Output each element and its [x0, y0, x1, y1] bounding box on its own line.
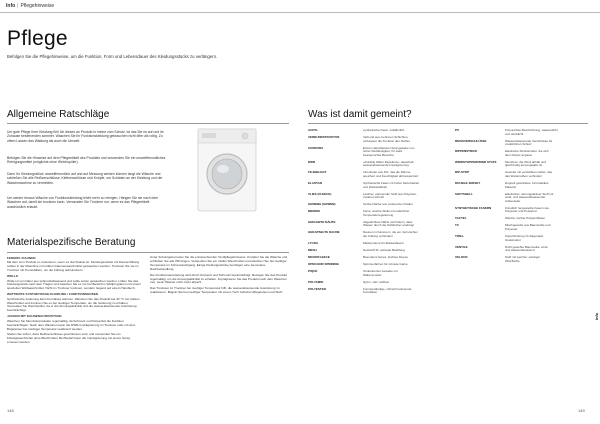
- glossary-definition: [505, 256, 589, 263]
- glossary-definition-line: Spinnverfahren für robuste Garne: [363, 263, 408, 266]
- page-title: Pflege: [7, 27, 68, 50]
- glossary-definition-line: Künstlich hergestellte Fasern wie: [505, 206, 550, 210]
- glossary-definition-line: Textile Fläche aus verkreuzten Fäden: [363, 203, 413, 207]
- glossary-definition-line: trocknet schnell: [363, 195, 384, 200]
- glossary-term: RIPPENSTRICK: [455, 149, 478, 154]
- glossary-definition: [363, 210, 447, 217]
- side-tab[interactable]: [593, 300, 600, 322]
- glossary-definition-line: wind- und wasserabweisender: [505, 195, 546, 200]
- glossary-term: GEKAPSELTE DAUNE: [308, 230, 340, 235]
- glossary-definition-line: »Durable Water Repellent«: dauerhaft: [363, 160, 414, 164]
- glossary-heading: Was ist damit gemeint?: [308, 109, 412, 120]
- glossary-definition-line: Wabenmuster: [363, 272, 382, 277]
- material-text: Wolle ist von Natur aus schmutzabweisend und sollte selten gewaschen werden. Lüften Sie das Kleidungsstück nach dem Tragen und waschen Sie es nur bei Bedarf im Wollprogramm mit einem speziellen Wollwaschmittel. Nicht im Trockner trocknen, sondern liegend auf einem Handtuch.: [7, 278, 141, 291]
- glossary-definition: [505, 182, 589, 189]
- glossary-term: SOFTSHELL: [455, 191, 473, 196]
- materials-heading: Materialspezifische Beratung: [7, 237, 136, 248]
- glossary-term: GEKLEBTE NÄHTE: [308, 219, 336, 224]
- glossary-definition-line: Markenname für Elastanfasern: [363, 242, 405, 245]
- glossary-definition-line: zusätzlichen Schutz: [505, 142, 532, 147]
- glossary-definition-line: Leichter, wärmender Stoff aus Polyester,: [363, 192, 417, 196]
- glossary-definition: [505, 207, 589, 214]
- glossary-definition: [363, 182, 447, 189]
- intro-text: Befolgen Sie die Pflegehinweise, um die Funktion, Form und Lebensdauer des Kleidungsstücks zu verlängern.: [7, 54, 218, 59]
- glossary-definition-line: Synthetische Faser mit hoher Dehnbarkeit: [363, 182, 420, 185]
- glossary-definition-line: gleichzeitig atmungsaktiv ist: [505, 163, 543, 168]
- glossary-definition: [363, 129, 447, 133]
- glossary-definition-line: speichert und Feuchtigkeit abtransportiert: [363, 173, 419, 178]
- glossary-definition-line: Stoff mit weicher, samtiger: [505, 256, 541, 260]
- material-text: Das Trocknen im Trockner bei niedriger Temperatur hilft, die wasserabweisende Ausrüstung zu reaktivieren. Bügeln Sie bei niedriger Temperatur mit einem Tuch zwischen Bügeleisen und Stoff.: [150, 286, 283, 295]
- glossary-definition: [505, 246, 589, 253]
- glossary-definition: [505, 193, 589, 204]
- glossary-definition-line: und winddicht: [505, 131, 524, 136]
- glossary-term: ELASTAN: [308, 181, 322, 185]
- glossary-definition: [505, 161, 589, 168]
- glossary-definition-line: Nylon, sehr reißfest: [363, 280, 390, 284]
- glossary-definition-line: Köperbindung mit diagonaler: [505, 235, 544, 238]
- glossary-definition-line: Temperaturregulierung: [363, 212, 394, 217]
- breadcrumb-page: Pflegehinweise: [20, 3, 55, 9]
- glossary-definition: [505, 235, 589, 242]
- materials-rule: [7, 252, 289, 253]
- glossary-definition: [505, 140, 589, 147]
- glossary-term: LYCRA: [308, 241, 319, 245]
- glossary-definition: [363, 242, 447, 246]
- glossary-definition: [363, 288, 447, 295]
- glossary-definition-line: Elastischer, atmungsaktiver Stoff mit: [505, 192, 554, 196]
- glossary-term: TWILL: [455, 234, 465, 238]
- glossary-term: WINDSTOPPER/WIND STUFF: [455, 159, 497, 164]
- glossary-definition-line: Kunstfaser: [363, 290, 378, 295]
- breadcrumb: [6, 3, 54, 9]
- glossary-term: GEWEBE (GEWEB): [308, 202, 336, 207]
- care-rule: [7, 123, 289, 124]
- care-heading: Allgemeine Ratschläge: [7, 109, 110, 120]
- care-paragraph: Dann Ihr Kleidungsstück umweltfreundlich auf und auf Messung werden können langt die Wäsche und schließen Sie alle Reißverschlüsse, Klettverschlüsse und Knöpfe, um Schäden an der Kleidung und der Waschmaschine zu vermeiden.: [7, 172, 163, 185]
- glossary-term: TACTEL: [455, 216, 467, 221]
- glossary-definition-line: Strukturiertes Gewebe mit: [363, 270, 398, 273]
- glossary-definition-line: Innenfutter aus Filz, das die Wärme: [363, 171, 411, 175]
- glossary-definition-line: wasserabweisende Imprägnierung: [363, 163, 409, 168]
- glossary-definition-line: synthetische Faser, wollähnlich: [363, 129, 405, 132]
- glossary-definition-line: das Weiterreißen verhindert: [505, 173, 542, 178]
- glossary-term: FILZBELEGT: [308, 170, 327, 175]
- washing-machine-image: [197, 128, 257, 212]
- glossary-definition: [363, 147, 447, 158]
- glossary-term: VENTILE: [455, 244, 468, 249]
- glossary-definition-line: hoher Reißfestigkeit, für stark: [363, 149, 403, 154]
- material-text: Mit dem zum Produkt zu reduzieren, wenn es durchnässt ist. Kleidungsstücke mit Daunenfüllung sollten in der Maschine mit mildem Daunenwaschmittel gewaschen werden. Trocknen Sie sie im Trockner mit Tennisbällen, um die Füllung aufzulockern.: [7, 260, 140, 273]
- glossary-definition-line: Netzstoff für optimale Belüftung: [363, 249, 405, 252]
- glossary-term: PU: [455, 128, 460, 132]
- glossary-term: POLYAMID: [308, 279, 324, 284]
- glossary-term: OPEN END SPINNING: [308, 262, 340, 266]
- glossary-definition-line: Abgedichtete Nähte verhindern, dass: [363, 220, 413, 224]
- glossary-term: DOUBLE JERSEY: [455, 181, 481, 185]
- glossary-term: REISSVERSCHLÜSSE: [455, 138, 487, 143]
- glossary-term: VERBUNDSTRUKTUR: [308, 135, 340, 139]
- breadcrumb-separator: |: [17, 3, 19, 9]
- glossary-definition: [363, 231, 447, 238]
- glossary-term: SYNTHETISCHE FASERN: [455, 205, 492, 210]
- glossary-definition-line: Material: [505, 184, 516, 189]
- material-subheading: JACKEN MIT DAUNENAUSRÜSTUNG: [7, 314, 62, 319]
- glossary-definition-line: Daunen in Kammern, die ein Verrutschen: [363, 231, 418, 235]
- glossary-term: MESH: [308, 248, 317, 252]
- glossary-term: ACRYL: [308, 128, 319, 132]
- glossary-definition-line: der Füllung verhindern: [363, 233, 394, 238]
- glossary-definition-line: Polyester und Polyamid: [505, 209, 537, 214]
- glossary-term: POLYESTER: [308, 286, 326, 291]
- glossary-definition-line: Wasser durch die Nahtlöcher eindringt: [363, 223, 414, 228]
- breadcrumb-section[interactable]: Info: [6, 3, 16, 9]
- glossary-definition-line: Weiche, leichte Polyamidfaser: [505, 217, 546, 221]
- glossary-definition-line: Dicht gewebte Baumwolle, wind-: [505, 245, 549, 249]
- material-text: Die Funktionsausrüstung wird durch Körperöl und Schmutz beeinträchtigt. Reinigen Sie das Produkt regelmäßig, um die Atmungsaktivität zu erhalten. Imprägnieren Sie das Produkt nach dem Waschen neu, wenn Wasser nicht mehr abperlt.: [150, 272, 287, 285]
- glossary-definition-line: Verbund aus mehreren Schichten,: [363, 136, 409, 139]
- glossary-definition-line: Elastische Strickstruktur, die sich: [505, 150, 549, 154]
- material-text: Synthetische Isolierung kann bei Nässe wärmen. Waschen Sie das Produkt bei 30 °C mit mildem Waschmittel und trocknen Sie es bei niedriger Temperatur, um die Isolierung zu erhalten. Vermeiden Sie Weichspüler, da er die Atmungsaktivität und die wasserabweisende Ausrüstung beeinträchtigt.: [7, 296, 140, 313]
- glossary-definition-line: Polyester: [505, 226, 518, 231]
- glossary-definition-line: Gewebe mit verstärktem Gitter, das: [505, 171, 553, 175]
- material-subheading: WOLLE: [7, 274, 19, 279]
- glossary-definition: [363, 221, 447, 228]
- glossary-definition-line: Oberfläche: [505, 258, 520, 263]
- glossary-definition: [363, 249, 447, 253]
- glossary-definition-line: dem Körper anpasst: [505, 152, 533, 157]
- glossary-definition: [505, 129, 589, 136]
- header-bar: [0, 0, 600, 13]
- glossary-term: VELOUR: [455, 255, 468, 260]
- glossary-definition: [363, 256, 447, 260]
- glossary-definition: [363, 281, 447, 285]
- glossary-term: VLIES (FLEECE): [308, 191, 332, 196]
- glossary-definition: [363, 136, 447, 143]
- glossary-definition: [505, 171, 589, 178]
- material-subheading: FEDERN / DAUNEN: [7, 256, 36, 260]
- glossary-term: TC: [455, 223, 459, 228]
- glossary-definition-line: beanspruchte Bereiche: [363, 152, 394, 157]
- care-paragraph: Um gute Pflege Ihrer Kleidung fühl Ich dieses an Produkt in meine zum Schutz, ist das Sie es auf und ihr Zuhause bestehenden sommer. Waschen Sie Ihr Funktionskleidung gebrauchen nicht öfter als nötig. Zu oftem Lassen das Waldung als auch die Umwelt.: [7, 130, 164, 143]
- glossary-definition: [363, 263, 447, 267]
- material-text: Unter Schutzgebot teilen Sie die entsprechenden Textilpflegehinweise. Knöpfen Sie die Wäsche und schließen Sie alle Öffnungen. Verwenden Sie ein mildes Waschmittel und waschen Sie bei niedriger Temperatur im Schonwaschgang. Einige Kleidungsstücke benötigen eine besondere Nachbehandlung.: [150, 255, 288, 271]
- material-subheading: WATTIERTE SYNTHETISCHE KLEIDUNG / FUNKTIONSHOSEN: [7, 292, 99, 297]
- glossary-term: MERINO: [308, 209, 320, 214]
- glossary-definition-line: Mischgewebe aus Baumwolle und: [505, 224, 551, 228]
- glossary-definition: [363, 171, 447, 178]
- glossary-term: MICROFLEECE: [308, 255, 330, 259]
- glossary-definition: [363, 203, 447, 207]
- glossary-definition: [505, 150, 589, 157]
- glossary-definition-line: Membran, die Wind abhält und: [505, 160, 546, 164]
- glossary-definition: [363, 193, 447, 200]
- glossary-definition-line: Doppelt gestricktes, formstabiles: [505, 182, 549, 185]
- care-paragraph: Um wieder heraus Wäsche von Funktionskleidung leicht mehr zu reinigen. Hängen Sie sie nach dem Waschen auf, damit sie trocknen kann. Verwenden Sie Trockner nur, wenn es das Pflegeetikett ausdrücklich erlaubt.: [7, 196, 159, 209]
- glossary-definition-line: und Rückstellkraft: [363, 184, 387, 189]
- glossary-definition: [363, 270, 447, 277]
- glossary-definition-line: verbessert die Funktion des Stoffes: [363, 138, 410, 143]
- materials-column-left: [7, 256, 142, 347]
- glossary-definition-line: Polyurethan-Beschichtung, wasserdicht: [505, 129, 558, 132]
- glossary-definition-line: Wasserabweisende Verschlüsse für: [505, 139, 553, 143]
- care-paragraph: Befolgen Sie die Hinweise auf dem Pflegeetikett des Produkts und verwenden Sie ein umweltfreundliches Reinigungsmittel (möglichst ohne Weichspüler).: [7, 156, 166, 165]
- glossary-term: CORDURA: [308, 145, 324, 150]
- glossary-definition: [505, 217, 589, 221]
- materials-column-right: [150, 256, 288, 297]
- material-text: Stellen Sie sicher, dass Reißverschlüsse geschlossen sind, und verwenden Sie ein Flüssigwaschmittel ohne Bleichmittel. Bei Bedarf kann die Imprägnierung mit einem Spray erneuert werden.: [7, 332, 131, 345]
- page-number-right: 149: [578, 408, 585, 413]
- material-text: Waschen Sie Membranprodukte regelmäßig, da Schmutz und Körperfett die Funktion beeinträchtigen. Nach dem Waschen kann die DWR-Imprägnierung im Trockner oder mit dem Bügeleisen bei niedriger Temperatur reaktiviert werden.: [7, 318, 136, 331]
- glossary-definition-line: und wasserabweisend: [505, 248, 535, 253]
- page-number-left: 148: [7, 408, 14, 413]
- glossary-term: DWR: [308, 159, 316, 164]
- glossary-definition-line: Extrem abriebfestes Nylongewebe von: [363, 146, 415, 150]
- glossary-rule: [308, 123, 588, 124]
- glossary-definition: [363, 161, 447, 168]
- glossary-term: PIQUÉ: [308, 269, 318, 273]
- side-tab-label: Info: [594, 312, 599, 320]
- glossary-definition: [505, 224, 589, 231]
- glossary-definition-line: Besonders feines, leichtes Fleece: [363, 256, 408, 259]
- glossary-definition-line: Formbeständige, schnell trocknende: [363, 287, 412, 291]
- glossary-definition-line: Außenseite: [505, 198, 521, 203]
- glossary-definition-line: Gratstruktur: [505, 237, 521, 242]
- glossary-term: RIP-STOP: [455, 170, 470, 175]
- glossary-definition-line: Feine, weiche Wolle mit natürlicher: [363, 210, 410, 214]
